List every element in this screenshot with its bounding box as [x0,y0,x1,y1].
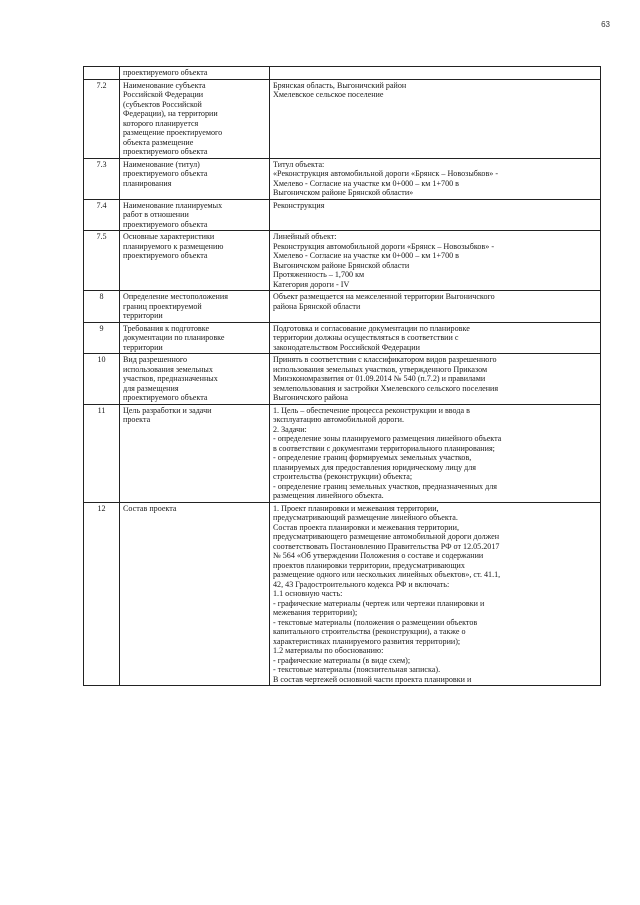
table-row [84,502,601,686]
parameter-value-line: землепользования и застройки Хмелевского сельского поселения [273,383,499,393]
parameter-value-line: 42, 43 Градостроительного кодекса РФ и включать: [273,579,450,589]
table-row [84,404,601,502]
row-parameter-value [270,404,601,502]
parameter-value-line: Протяженность – 1,700 км [273,270,365,279]
parameter-name-line: проектируемого объекта [123,393,208,402]
parameter-value-line: межевания территории); [273,608,358,617]
parameter-value-line: законодательством Российской Федерации [273,342,420,352]
parameter-name-line: использования земельных [123,364,213,374]
row-parameter-value [270,322,601,354]
parameter-name-line: проектируемого объекта [123,68,208,77]
parameter-name-line: участков, предназначенных [123,374,218,383]
parameter-value-line: - определение границ формируемых земельных участков, [273,453,472,462]
parameter-name-line: размещение проектируемого [123,128,223,137]
parameter-value-line: района Брянской области [273,301,361,311]
parameter-value-line: в соответствии с документами территориального планирования; [273,443,495,453]
parameter-name-line: проектируемого объекта [123,147,208,156]
row-parameter-value [270,158,601,199]
table-row [84,354,601,405]
row-parameter-value [270,231,601,291]
parameter-value-line: эксплуатацию автомобильной дороги. [273,415,405,424]
row-number: 10 [84,354,120,405]
parameter-value-line: 1. Проект планировки и межевания территории, [273,503,439,513]
parameter-value-line: Категория дороги - IV [273,279,350,289]
row-parameter-name [120,158,270,199]
parameter-name-line: Требования к подготовке [123,323,210,333]
row-parameter-name [120,199,270,231]
parameter-value-line: Принять в соответствии с классификатором видов разрешенного [273,355,497,364]
parameter-value-line: размещение одного или нескольких линейных объектов», ст. 41.1, [273,570,501,579]
parameter-name-line: Состав проекта [123,503,177,513]
row-parameter-value [270,502,601,686]
parameter-value-line: Выгоничском районе Брянской области» [273,188,414,197]
row-parameter-name [120,404,270,502]
row-parameter-value [270,67,601,80]
parameter-name-line: Определение местоположения [123,292,228,301]
row-parameter-value [270,354,601,405]
row-parameter-name [120,79,270,158]
row-number: 7.5 [84,231,120,291]
parameter-value-line: Реконструкция [273,200,325,210]
parameter-name-line: Наименование планируемых [123,200,223,210]
parameter-name-line: Российской Федерации [123,90,204,99]
parameter-value-line: 1.1 основную часть: [273,589,343,598]
table-body [84,67,601,686]
row-number [84,67,120,80]
parameter-name-line: Основные характеристики [123,232,215,241]
page-number: 63 [601,20,610,29]
parameter-value-line: размещения линейного объекта. [273,491,384,500]
parameter-value-line: - текстовые материалы (положения о размещении объектов [273,617,478,627]
parameter-name-line: территории [123,311,163,320]
parameter-value-line: «Реконструкция автомобильной дороги «Брянск – Новозыбков» - [273,169,499,178]
row-parameter-value [270,199,601,231]
parameter-value-line: 1. Цель – обеспечение процесса реконструкции и ввода в [273,405,470,415]
table-row [84,291,601,323]
table-row [84,158,601,199]
parameter-name-line: территории [123,342,163,352]
parameter-value-line: - графические материалы (чертеж или чертежи планировки и [273,598,485,608]
row-parameter-name [120,322,270,354]
parameter-name-line: работ в отношении [123,210,189,219]
parameter-name-line: планируемого к размещению [123,241,224,251]
row-parameter-name [120,231,270,291]
parameter-value-line: территории должны осуществляться в соответствии с [273,333,459,342]
parameter-name-line: объекта размещение [123,137,194,147]
row-number: 12 [84,502,120,686]
parameter-value-line: - графические материалы (в виде схем); [273,655,411,665]
parameter-value-line: предусматривающего размещение автомобильной дороги должен [273,532,500,541]
row-parameter-name [120,502,270,686]
parameter-value-line: Реконструкция автомобильной дороги «Брянск – Новозыбков» - [273,241,495,251]
parameter-value-line: - определение зоны планируемого размещения линейного объекта [273,434,502,443]
parameter-name-line: которого планируется [123,118,199,128]
parameter-value-line: планируемых для предоставления юридическому лицу для [273,462,477,472]
row-number: 7.2 [84,79,120,158]
table-row [84,67,601,80]
parameter-value-line: 2. Задачи: [273,424,307,434]
parameter-value-line: Выгоничского района [273,393,349,402]
parameter-value-line: характеристиках планируемого развития территории); [273,636,461,646]
parameter-name-line: проекта [123,415,151,424]
parameter-name-line: проектируемого объекта [123,251,208,260]
row-number: 7.4 [84,199,120,231]
parameter-value-line: - определение границ земельных участков, предназначенных для [273,481,497,491]
row-parameter-name [120,67,270,80]
row-number: 11 [84,404,120,502]
parameter-name-line: проектируемого объекта [123,169,208,178]
parameter-value-line: капитального строительства (реконструкции), а также о [273,627,466,636]
parameter-value-line: предусматривающий размещение линейного объекта. [273,513,458,522]
table-row [84,79,601,158]
table-row [84,322,601,354]
parameter-value-line: Хмелево - Согласие на участке км 0+000 – км 1+700 в [273,178,460,188]
parameter-value-line: Хмелевское сельское поселение [273,90,384,99]
parameter-value-line: Объект размещается на межселенной территории Выгоничского [273,292,495,301]
row-parameter-name [120,354,270,405]
parameter-name-line: проектируемого объекта [123,219,208,229]
parameter-name-line: (субъектов Российской [123,99,202,109]
parameter-value-line: строительства (реконструкции) объекта; [273,472,413,481]
row-parameter-value [270,79,601,158]
parameter-value-line: Брянская область, Выгоничский район [273,80,407,90]
parameter-name-line: Вид разрешенного [123,355,188,364]
table-row [84,231,601,291]
row-parameter-value [270,291,601,323]
row-number: 9 [84,322,120,354]
parameter-name-line: Цель разработки и задачи [123,405,212,415]
parameter-name-line: документации по планировке [123,333,225,342]
parameter-value-line: Титул объекта: [273,159,325,169]
parameter-value-line: Подготовка и согласование документации по планировке [273,323,470,333]
parameter-value-line: Состав проекта планировки и межевания территории, [273,522,459,532]
parameter-value-line: Хмелево - Согласие на участке км 0+000 – км 1+700 в [273,251,460,260]
parameter-value-line: Выгоничском районе Брянской области [273,260,410,270]
parameter-name-line: Федерации), на территории [123,109,218,118]
parameter-value-line: 1.2 материалы по обоснованию: [273,646,384,655]
parameter-value-line: Линейный объект: [273,232,337,241]
parameter-name-line: планирования [123,178,172,188]
parameter-value-line: - текстовые материалы (пояснительная записка). [273,665,441,674]
table-row [84,199,601,231]
parameter-value-line: В состав чертежей основной части проекта планировки и [273,674,472,684]
parameter-name-line: Наименование субъекта [123,80,206,90]
parameter-value-line: проектов планировки территории, предусматривающих [273,560,465,570]
terms-of-reference-table [83,66,601,686]
parameter-value-line: № 564 «Об утверждении Положения о составе и содержании [273,551,484,560]
parameter-value-line: соответствовать Постановлению Правительства РФ от 12.05.2017 [273,541,500,551]
parameter-name-line: Наименование (титул) [123,159,200,169]
parameter-name-line: границ проектируемой [123,301,202,311]
parameter-value-line: Минэкономразвития от 01.09.2014 № 540 (п.7.2) и правилами [273,374,486,383]
row-number: 8 [84,291,120,323]
row-parameter-name [120,291,270,323]
parameter-value-line: использования земельных участков, утвержденного Приказом [273,364,488,374]
row-number: 7.3 [84,158,120,199]
parameter-name-line: для размещения [123,383,179,393]
